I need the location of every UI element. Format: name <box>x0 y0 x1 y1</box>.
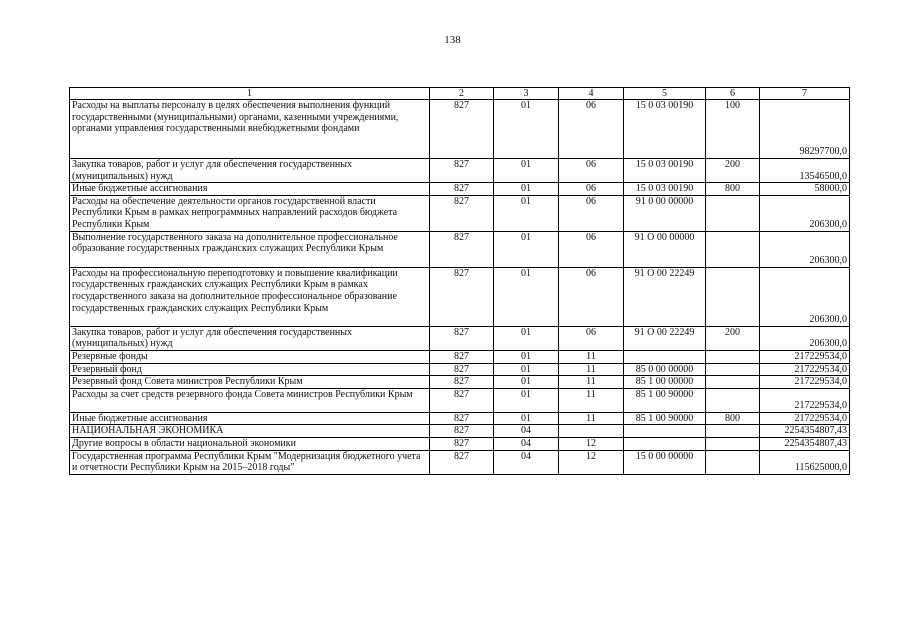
row-pr: 11 <box>559 376 624 389</box>
row-csr: 91 О 00 00000 <box>624 231 706 267</box>
row-vr <box>706 350 760 363</box>
row-rz: 01 <box>494 231 559 267</box>
row-pr: 06 <box>559 100 624 159</box>
table-row <box>70 183 850 196</box>
table-row <box>70 450 850 474</box>
row-pr <box>559 425 624 438</box>
row-grbs: 827 <box>430 450 494 474</box>
row-vr <box>706 437 760 450</box>
row-csr: 85 0 00 00000 <box>624 363 706 376</box>
table-row <box>70 195 850 231</box>
row-pr: 06 <box>559 159 624 183</box>
row-pr: 06 <box>559 183 624 196</box>
table-row <box>70 159 850 183</box>
row-amount: 217229534,0 <box>760 350 850 363</box>
row-amount: 206300,0 <box>760 267 850 326</box>
col-header-6: 6 <box>706 88 760 100</box>
row-name: Расходы на выплаты персоналу в целях обеспечения выполнения функций государственными (муниципальными) органами, казенными учреждениями, органами управления государственными внебюджетными фондами <box>70 100 430 159</box>
row-pr: 06 <box>559 231 624 267</box>
row-grbs: 827 <box>430 388 494 412</box>
row-csr: 15 0 03 00190 <box>624 183 706 196</box>
row-grbs: 827 <box>430 159 494 183</box>
row-amount: 217229534,0 <box>760 376 850 389</box>
row-name: Иные бюджетные ассигнования <box>70 183 430 196</box>
row-csr <box>624 425 706 438</box>
row-pr: 11 <box>559 388 624 412</box>
row-vr <box>706 425 760 438</box>
row-amount: 98297700,0 <box>760 100 850 159</box>
row-name: Закупка товаров, работ и услуг для обеспечения государственных (муниципальных) нужд <box>70 159 430 183</box>
row-vr <box>706 267 760 326</box>
row-rz: 01 <box>494 412 559 425</box>
col-header-5: 5 <box>624 88 706 100</box>
row-rz: 01 <box>494 195 559 231</box>
col-header-7: 7 <box>760 88 850 100</box>
row-rz: 01 <box>494 350 559 363</box>
row-rz: 01 <box>494 363 559 376</box>
row-grbs: 827 <box>430 412 494 425</box>
table-row <box>70 376 850 389</box>
table-row <box>70 326 850 350</box>
row-vr <box>706 450 760 474</box>
row-amount: 115625000,0 <box>760 450 850 474</box>
row-csr: 15 0 03 00190 <box>624 100 706 159</box>
col-header-3: 3 <box>494 88 559 100</box>
row-name: Иные бюджетные ассигнования <box>70 412 430 425</box>
row-vr: 100 <box>706 100 760 159</box>
row-rz: 01 <box>494 100 559 159</box>
row-pr: 06 <box>559 195 624 231</box>
row-csr: 15 0 00 00000 <box>624 450 706 474</box>
table-row <box>70 231 850 267</box>
row-csr: 85 1 00 90000 <box>624 412 706 425</box>
row-vr: 800 <box>706 183 760 196</box>
row-amount: 217229534,0 <box>760 388 850 412</box>
row-grbs: 827 <box>430 425 494 438</box>
row-grbs: 827 <box>430 183 494 196</box>
row-grbs: 827 <box>430 326 494 350</box>
row-vr <box>706 363 760 376</box>
row-name: Расходы на обеспечение деятельности органов государственной власти Республики Крым в рамках непрограммных направлений расходов бюджета Республики Крым <box>70 195 430 231</box>
row-csr: 91 О 00 22249 <box>624 326 706 350</box>
col-header-2: 2 <box>430 88 494 100</box>
row-grbs: 827 <box>430 195 494 231</box>
row-name: Резервный фонд <box>70 363 430 376</box>
row-amount: 13546500,0 <box>760 159 850 183</box>
row-amount: 217229534,0 <box>760 412 850 425</box>
row-pr: 06 <box>559 326 624 350</box>
row-grbs: 827 <box>430 363 494 376</box>
row-name: Резервные фонды <box>70 350 430 363</box>
row-amount: 206300,0 <box>760 195 850 231</box>
row-rz: 01 <box>494 388 559 412</box>
row-csr: 85 1 00 90000 <box>624 388 706 412</box>
row-csr <box>624 350 706 363</box>
row-csr: 15 0 03 00190 <box>624 159 706 183</box>
row-amount: 206300,0 <box>760 326 850 350</box>
row-grbs: 827 <box>430 100 494 159</box>
row-name: Резервный фонд Совета министров Республики Крым <box>70 376 430 389</box>
row-amount: 217229534,0 <box>760 363 850 376</box>
row-vr <box>706 231 760 267</box>
row-rz: 01 <box>494 159 559 183</box>
row-pr: 06 <box>559 267 624 326</box>
row-grbs: 827 <box>430 231 494 267</box>
col-header-1: 1 <box>70 88 430 100</box>
table-row <box>70 100 850 159</box>
row-vr: 200 <box>706 326 760 350</box>
row-amount: 2254354807,43 <box>760 437 850 450</box>
budget-table <box>69 87 850 475</box>
row-vr <box>706 388 760 412</box>
header-row <box>70 88 850 100</box>
row-amount: 2254354807,43 <box>760 425 850 438</box>
row-name: Расходы на профессиональную переподготовку и повышение квалификации государственных гражданских служащих Республики Крым в рамках государственного заказа на дополнительное профессиональное образование государственных гражданских служащих Республики Крым <box>70 267 430 326</box>
row-rz: 01 <box>494 376 559 389</box>
row-vr: 200 <box>706 159 760 183</box>
row-grbs: 827 <box>430 350 494 363</box>
row-rz: 04 <box>494 437 559 450</box>
row-name: НАЦИОНАЛЬНАЯ ЭКОНОМИКА <box>70 425 430 438</box>
row-rz: 04 <box>494 425 559 438</box>
row-vr <box>706 376 760 389</box>
row-csr <box>624 437 706 450</box>
row-csr: 85 1 00 00000 <box>624 376 706 389</box>
row-rz: 01 <box>494 183 559 196</box>
row-pr: 12 <box>559 437 624 450</box>
table-row <box>70 437 850 450</box>
row-name: Закупка товаров, работ и услуг для обеспечения государственных (муниципальных) нужд <box>70 326 430 350</box>
row-csr: 91 О 00 22249 <box>624 267 706 326</box>
row-vr <box>706 195 760 231</box>
row-pr: 11 <box>559 350 624 363</box>
table-row <box>70 363 850 376</box>
table-row <box>70 425 850 438</box>
col-header-4: 4 <box>559 88 624 100</box>
row-rz: 01 <box>494 326 559 350</box>
row-grbs: 827 <box>430 376 494 389</box>
row-rz: 04 <box>494 450 559 474</box>
row-name: Выполнение государственного заказа на дополнительное профессиональное образование государственных гражданских служащих Республики Крым <box>70 231 430 267</box>
row-amount: 58000,0 <box>760 183 850 196</box>
row-pr: 11 <box>559 363 624 376</box>
row-name: Расходы за счет средств резервного фонда Совета министров Республики Крым <box>70 388 430 412</box>
table-row <box>70 267 850 326</box>
row-pr: 12 <box>559 450 624 474</box>
table-row <box>70 350 850 363</box>
table-row <box>70 412 850 425</box>
row-csr: 91 0 00 00000 <box>624 195 706 231</box>
page-number: 138 <box>444 34 461 46</box>
row-pr: 11 <box>559 412 624 425</box>
row-vr: 800 <box>706 412 760 425</box>
row-rz: 01 <box>494 267 559 326</box>
row-amount: 206300,0 <box>760 231 850 267</box>
row-name: Другие вопросы в области национальной экономики <box>70 437 430 450</box>
row-name: Государственная программа Республики Крым "Модернизация бюджетного учета и отчетности Республики Крым на 2015–2018 годы" <box>70 450 430 474</box>
table-row <box>70 388 850 412</box>
row-grbs: 827 <box>430 437 494 450</box>
row-grbs: 827 <box>430 267 494 326</box>
